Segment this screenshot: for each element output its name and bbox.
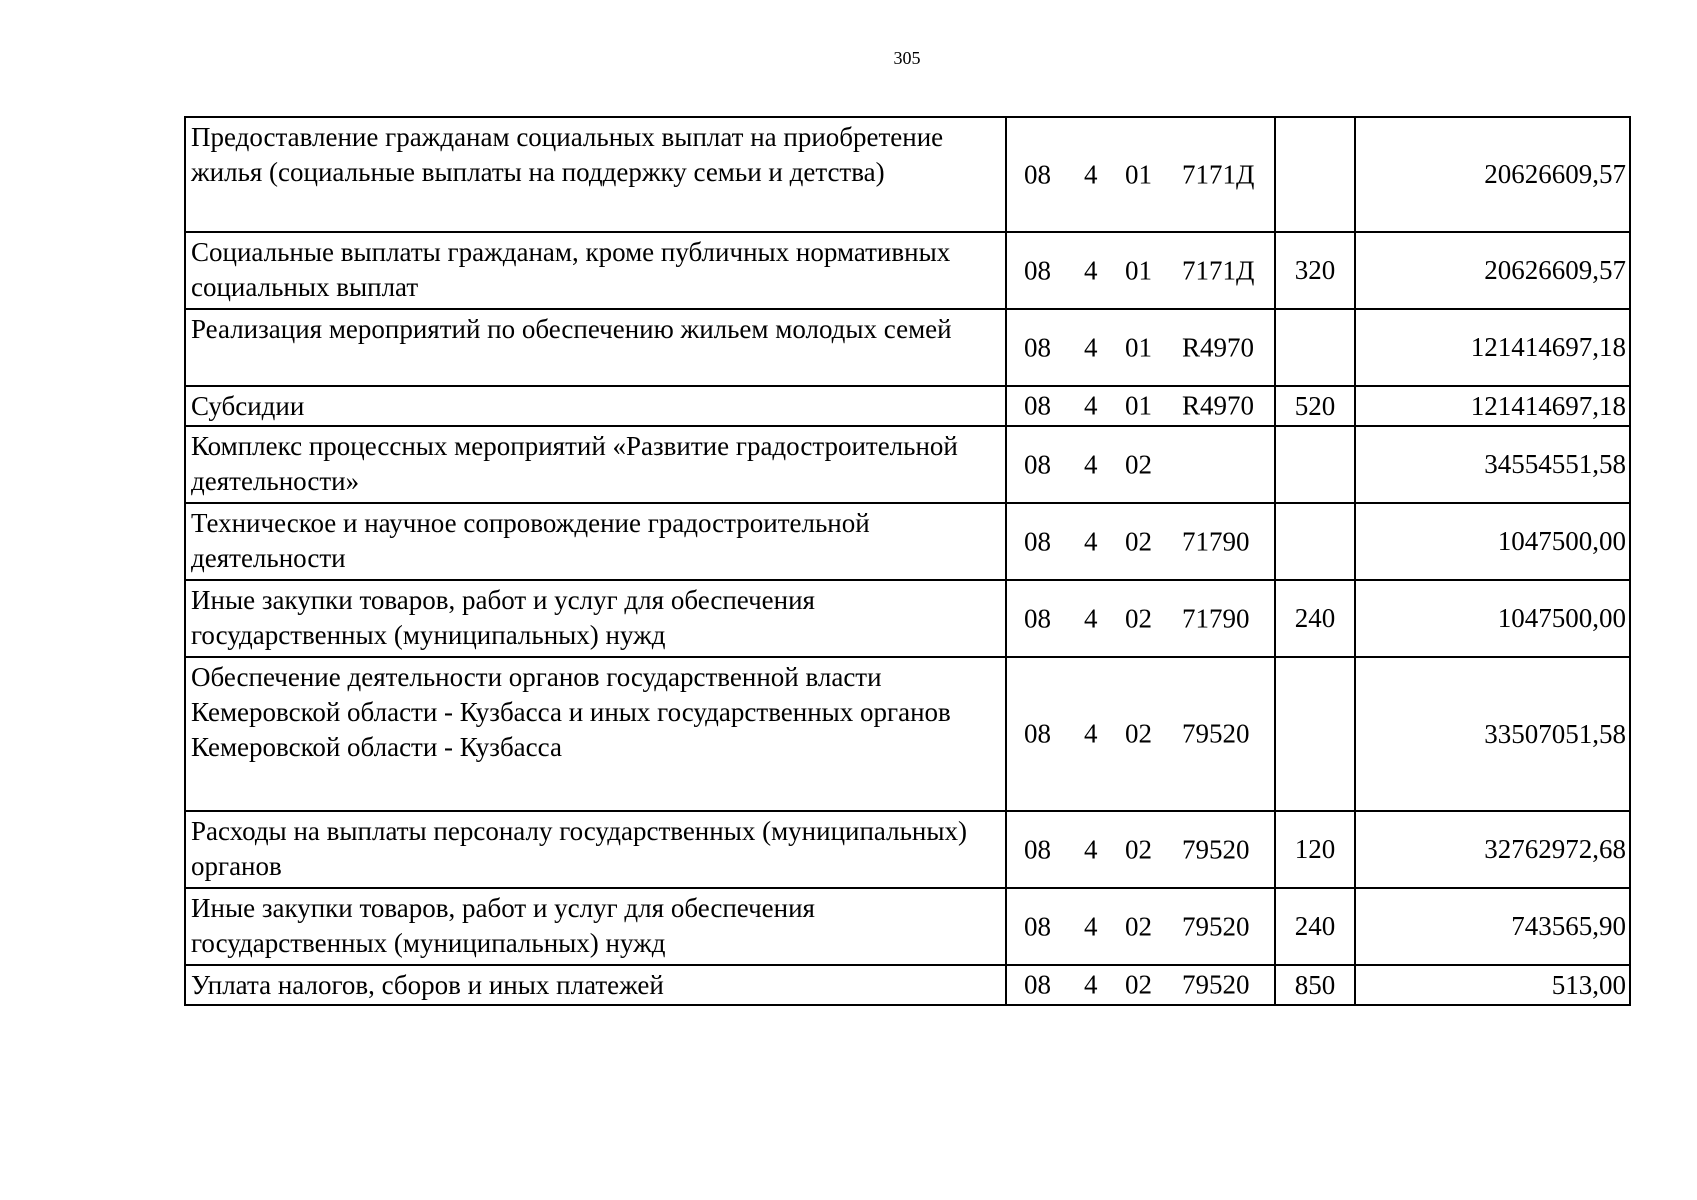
amount: 121414697,18	[1355, 309, 1630, 386]
row-codes	[1006, 811, 1275, 888]
amount: 34554551,58	[1355, 426, 1630, 503]
expense-type-code: 240	[1275, 888, 1355, 965]
row-codes	[1006, 117, 1275, 232]
group-code: 02	[1125, 603, 1152, 633]
target-code: 7171Д	[1182, 255, 1255, 285]
amount: 33507051,58	[1355, 657, 1630, 811]
group-code: 02	[1125, 718, 1152, 749]
table-row	[185, 503, 1630, 580]
table-row	[185, 117, 1630, 232]
section-code: 08	[1024, 449, 1051, 479]
group-code: 02	[1125, 969, 1152, 1000]
row-codes	[1006, 309, 1275, 386]
page-number: 305	[893, 48, 921, 68]
subprogram-code: 4	[1084, 911, 1098, 941]
expense-type-code: 520	[1275, 386, 1355, 426]
table-row	[185, 386, 1630, 426]
group-code: 01	[1125, 159, 1152, 189]
row-codes	[1006, 503, 1275, 580]
row-codes	[1006, 580, 1275, 657]
target-code: 71790	[1182, 526, 1250, 556]
target-code: 79520	[1182, 834, 1250, 864]
subprogram-code: 4	[1084, 969, 1098, 1000]
subprogram-code: 4	[1084, 390, 1098, 421]
row-name: Техническое и научное сопровождение градостроительной деятельности	[185, 503, 1006, 580]
subprogram-code: 4	[1084, 332, 1098, 362]
row-name: Иные закупки товаров, работ и услуг для обеспечения государственных (муниципальных) нужд	[185, 580, 1006, 657]
section-code: 08	[1024, 332, 1051, 362]
row-name: Субсидии	[185, 386, 1006, 426]
table-row	[185, 309, 1630, 386]
row-codes	[1006, 386, 1275, 426]
table-row	[185, 657, 1630, 811]
row-name: Уплата налогов, сборов и иных платежей	[185, 965, 1006, 1005]
expense-type-code: 850	[1275, 965, 1355, 1005]
expense-type-code: 320	[1275, 232, 1355, 309]
subprogram-code: 4	[1084, 718, 1098, 749]
amount: 20626609,57	[1355, 232, 1630, 309]
subprogram-code: 4	[1084, 159, 1098, 189]
row-codes	[1006, 426, 1275, 503]
table-row	[185, 232, 1630, 309]
expense-type-code	[1275, 426, 1355, 503]
expense-type-code	[1275, 309, 1355, 386]
amount: 1047500,00	[1355, 580, 1630, 657]
subprogram-code: 4	[1084, 603, 1098, 633]
target-code: 79520	[1182, 718, 1250, 749]
section-code: 08	[1024, 911, 1051, 941]
row-codes	[1006, 657, 1275, 811]
expense-type-code	[1275, 657, 1355, 811]
row-name: Предоставление гражданам социальных выплат на приобретение жилья (социальные выплаты на поддержку семьи и детства)	[185, 117, 1006, 232]
amount: 121414697,18	[1355, 386, 1630, 426]
group-code: 02	[1125, 834, 1152, 864]
budget-table-body	[185, 117, 1630, 1005]
target-code: 7171Д	[1182, 159, 1255, 189]
group-code: 01	[1125, 255, 1152, 285]
group-code: 02	[1125, 526, 1152, 556]
budget-table	[184, 116, 1631, 1006]
table-row	[185, 965, 1630, 1005]
section-code: 08	[1024, 969, 1051, 1000]
section-code: 08	[1024, 159, 1051, 189]
section-code: 08	[1024, 526, 1051, 556]
row-name: Реализация мероприятий по обеспечению жильем молодых семей	[185, 309, 1006, 386]
target-code: 71790	[1182, 603, 1250, 633]
table-row	[185, 888, 1630, 965]
subprogram-code: 4	[1084, 834, 1098, 864]
section-code: 08	[1024, 718, 1051, 749]
expense-type-code	[1275, 117, 1355, 232]
section-code: 08	[1024, 603, 1051, 633]
row-name: Обеспечение деятельности органов государственной власти Кемеровской области - Кузбасса и иных государственных органов Кемеровской области - Кузбасса	[185, 657, 1006, 811]
row-codes	[1006, 232, 1275, 309]
target-code: R4970	[1182, 332, 1255, 362]
group-code: 01	[1125, 332, 1152, 362]
row-name: Расходы на выплаты персоналу государственных (муниципальных) органов	[185, 811, 1006, 888]
target-code: R4970	[1182, 390, 1255, 421]
group-code: 02	[1125, 449, 1152, 479]
group-code: 01	[1125, 390, 1152, 421]
amount: 513,00	[1355, 965, 1630, 1005]
row-codes	[1006, 888, 1275, 965]
subprogram-code: 4	[1084, 255, 1098, 285]
row-codes	[1006, 965, 1275, 1005]
section-code: 08	[1024, 255, 1051, 285]
amount: 20626609,57	[1355, 117, 1630, 232]
table-row	[185, 811, 1630, 888]
table-row	[185, 580, 1630, 657]
section-code: 08	[1024, 390, 1051, 421]
subprogram-code: 4	[1084, 449, 1098, 479]
expense-type-code: 240	[1275, 580, 1355, 657]
amount: 32762972,68	[1355, 811, 1630, 888]
table-row	[185, 426, 1630, 503]
amount: 743565,90	[1355, 888, 1630, 965]
amount: 1047500,00	[1355, 503, 1630, 580]
expense-type-code	[1275, 503, 1355, 580]
subprogram-code: 4	[1084, 526, 1098, 556]
row-name: Комплекс процессных мероприятий «Развитие градостроительной деятельности»	[185, 426, 1006, 503]
expense-type-code: 120	[1275, 811, 1355, 888]
group-code: 02	[1125, 911, 1152, 941]
section-code: 08	[1024, 834, 1051, 864]
target-code: 79520	[1182, 911, 1250, 941]
row-name: Социальные выплаты гражданам, кроме публичных нормативных социальных выплат	[185, 232, 1006, 309]
row-name: Иные закупки товаров, работ и услуг для обеспечения государственных (муниципальных) нужд	[185, 888, 1006, 965]
target-code: 79520	[1182, 969, 1250, 1000]
